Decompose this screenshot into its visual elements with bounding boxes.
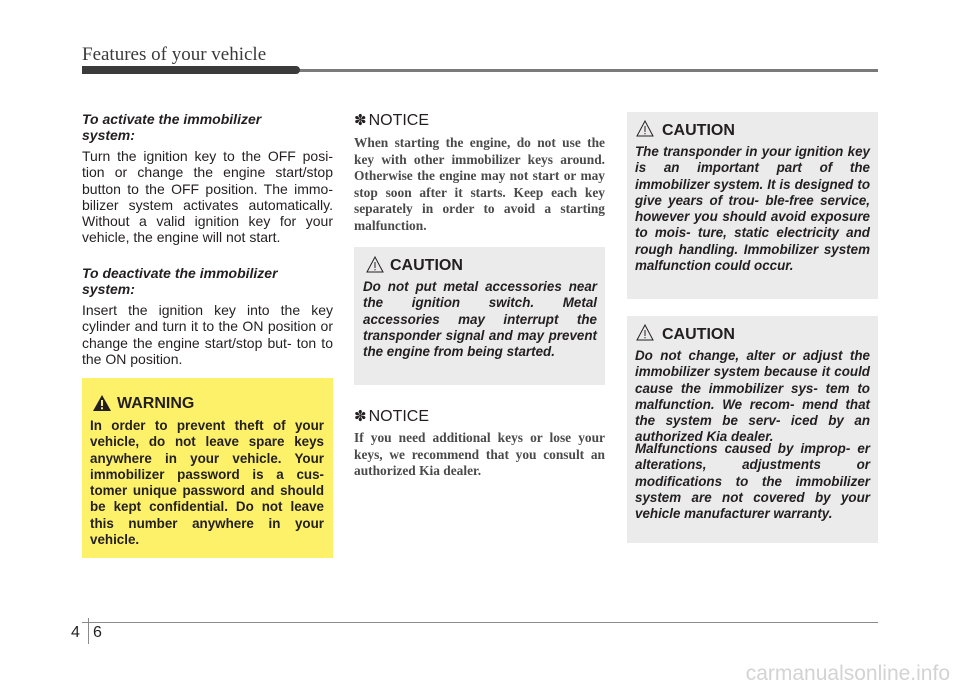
caution-box-top-right [627, 112, 878, 299]
watermark: carmanualsonline.info [745, 662, 950, 685]
caution-title-bottom-right: CAUTION [662, 326, 735, 343]
warning-body: In order to prevent theft of your vehicle, do not leave spare keys anywhere in your vehicle. Your immobilizer password is a cus- tomer unique password and should be kept confidential. Do not leave this number anywhere in your vehicle. [90, 418, 324, 548]
deactivate-heading: To deactivate the immobilizer system: [82, 265, 278, 297]
activate-heading: To activate the immobilizer system: [82, 111, 262, 143]
caution-body-top-right: The transponder in your ignition key is an important part of the immobilizer system. It is designed to give years of trou- ble-free service, however you should avoid exposure to mois- ture, static electricity and rough handling. Immobilizer system malfunction could occur. [635, 144, 870, 274]
notice-title-2: NOTICE [368, 408, 430, 425]
header-accent-bar [82, 66, 300, 74]
caution-triangle-icon [636, 324, 654, 341]
notice-star-icon: ✽ [354, 408, 367, 425]
deactivate-body: Insert the ignition key into the key cylinder and turn it to the ON position or change the engine start/stop but- ton to the ON position. [82, 302, 333, 367]
notice-body-2: If you need additional keys or lose your keys, we recommend that you consult an authorized Kia dealer. [354, 430, 605, 479]
caution-box-middle [354, 247, 605, 385]
notice-heading-2 [354, 407, 429, 426]
caution-triangle-icon [366, 256, 384, 273]
notice-heading-1 [354, 111, 429, 130]
caution-body-bottom-right-1: Do not change, alter or adjust the immobilizer system because it could cause the immobilizer sys- tem to malfunction. We recom- mend that the system be serv- iced by an authorized Kia dealer. [635, 348, 870, 445]
warning-box [82, 378, 333, 558]
caution-body-middle: Do not put metal accessories near the ignition switch. Metal accessories may interrupt the transponder signal and may prevent the engine from being started. [363, 279, 597, 360]
caution-triangle-icon [636, 120, 654, 137]
caution-body-bottom-right-2: Malfunctions caused by improp- er alterations, adjustments or modifications to the immobilizer system are not covered by your vehicle manufacturer warranty. [635, 441, 870, 522]
notice-body-1: When starting the engine, do not use the key with other immobilizer keys around. Otherwise the engine may not start or may stop soon after it starts. Keep each key separately in order to avoid a starting malfunction. [354, 135, 605, 233]
section-number: 4 [71, 624, 80, 641]
page-number-divider [88, 618, 89, 644]
notice-star-icon: ✽ [354, 112, 367, 129]
warning-triangle-icon [93, 395, 111, 411]
caution-title-top-right: CAUTION [662, 122, 735, 139]
footer-rule [82, 622, 878, 623]
activate-body: Turn the ignition key to the OFF posi- tion or change the engine start/stop button to the OFF position. The immo- bilizer system activates automatically. Without a valid ignition key for your vehicle, the engine will not start. [82, 148, 333, 246]
notice-title-1: NOTICE [368, 112, 430, 129]
page-header-title: Features of your vehicle [82, 44, 267, 65]
page-number: 6 [93, 624, 102, 641]
caution-title-middle: CAUTION [390, 257, 463, 274]
warning-title: WARNING [117, 395, 195, 412]
caution-box-bottom-right [627, 316, 878, 543]
